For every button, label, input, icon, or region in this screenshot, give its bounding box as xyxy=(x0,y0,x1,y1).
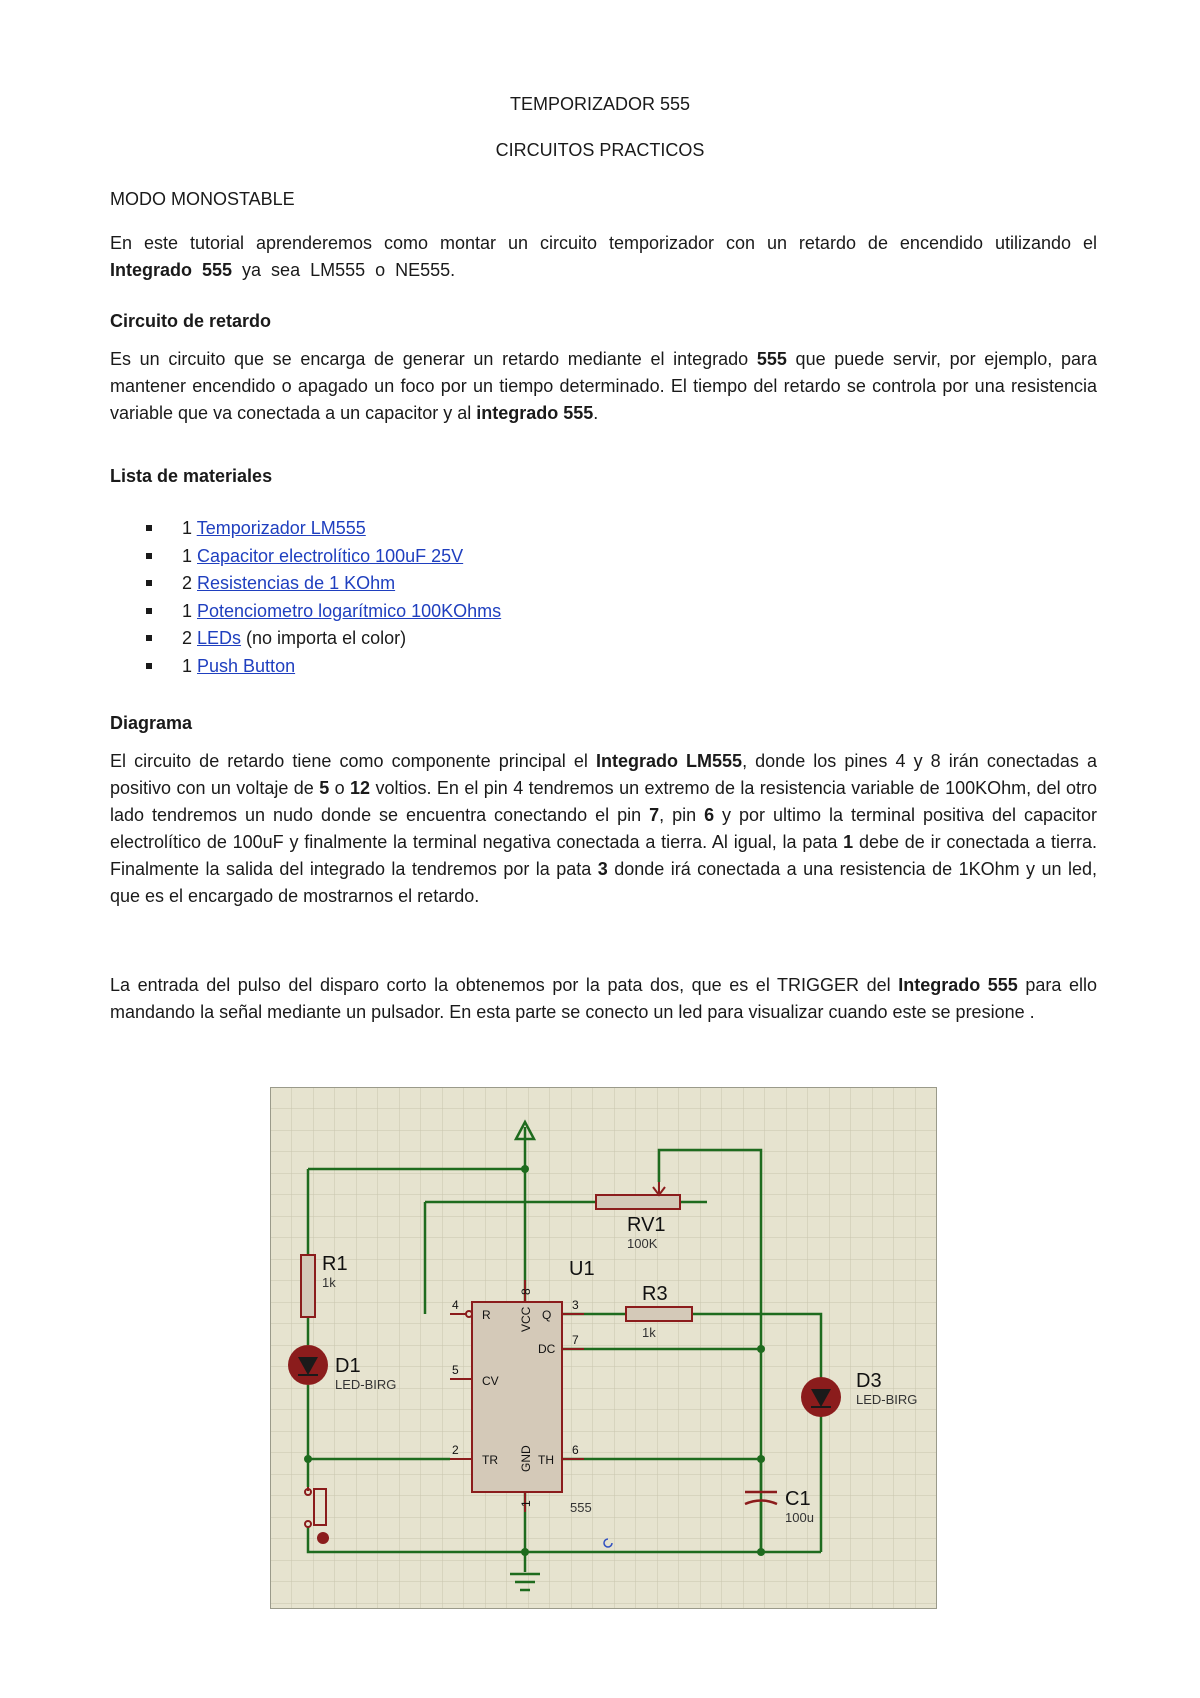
circuit-schematic xyxy=(270,1087,937,1609)
document-title: TEMPORIZADOR 555 xyxy=(509,94,691,114)
resistor-r1 xyxy=(301,1255,315,1317)
heading-diagrama: Diagrama xyxy=(110,713,193,733)
pin-3-number: 3 xyxy=(572,1298,579,1312)
heading-lista-materiales: Lista de materiales xyxy=(110,466,273,486)
pin-dc-label: DC xyxy=(538,1342,556,1356)
pin-6-number: 6 xyxy=(572,1443,579,1457)
r1-label: R1 xyxy=(322,1253,348,1275)
rv1-label: RV1 xyxy=(627,1214,666,1236)
pin-7-number: 7 xyxy=(572,1333,579,1347)
list-item: 2 Resistencias de 1 KOhm xyxy=(110,570,501,598)
potentiometer-rv1 xyxy=(596,1195,680,1209)
d3-value: LED-BIRG xyxy=(856,1392,918,1407)
link-capacitor[interactable]: Capacitor electrolítico 100uF 25V xyxy=(197,545,464,566)
heading-modo-monostable: MODO MONOSTABLE xyxy=(110,189,295,209)
pin-tr-label: TR xyxy=(482,1453,498,1467)
d3-label: D3 xyxy=(856,1370,882,1392)
resistor-r3 xyxy=(626,1307,692,1321)
pin-th-label: TH xyxy=(538,1453,554,1467)
pin-4-number: 4 xyxy=(452,1298,459,1312)
c1-value: 100u xyxy=(785,1510,814,1525)
pin-1-number: 1 xyxy=(519,1500,533,1507)
rv1-value: 100K xyxy=(627,1236,658,1251)
d1-value: LED-BIRG xyxy=(335,1377,397,1392)
document-subtitle: CIRCUITOS PRACTICOS xyxy=(495,140,705,160)
list-item: 2 LEDs (no importa el color) xyxy=(110,625,501,653)
pin-q-label: Q xyxy=(542,1308,552,1322)
d1-label: D1 xyxy=(335,1355,361,1377)
link-potenciometro[interactable]: Potenciometro logarítmico 100KOhms xyxy=(197,600,502,621)
pin-cv-label: CV xyxy=(482,1374,499,1388)
retardo-paragraph: Es un circuito que se encarga de generar un retardo mediante el integrado 555 que puede servir, por ejemplo, para mantener encendido o apagado un foco por un tiempo determinado. El tiempo del retardo se controla por una resistencia variable que va conectada a un capacitor y al integrado 555. xyxy=(110,349,1097,423)
r3-value: 1k xyxy=(642,1325,656,1340)
materials-list xyxy=(110,515,501,681)
link-temporizador[interactable]: Temporizador LM555 xyxy=(196,518,366,538)
link-resistencias[interactable]: Resistencias de 1 KOhm xyxy=(197,573,396,594)
list-item: 1 Potenciometro logarítmico 100KOhms xyxy=(110,598,501,626)
list-item: 1 Push Button xyxy=(110,653,501,681)
link-leds[interactable]: LEDs xyxy=(197,628,242,649)
pin-5-number: 5 xyxy=(452,1363,459,1377)
list-item: 1 Capacitor electrolítico 100uF 25V xyxy=(110,543,501,571)
link-push-button[interactable]: Push Button xyxy=(197,655,296,676)
pin-2-number: 2 xyxy=(452,1443,459,1457)
pin-r-label: R xyxy=(482,1308,491,1322)
pin-gnd-label: GND xyxy=(519,1445,533,1472)
heading-circuito-retardo: Circuito de retardo xyxy=(110,311,272,331)
u1-label: U1 xyxy=(569,1258,595,1280)
r3-label: R3 xyxy=(642,1283,668,1305)
c1-label: C1 xyxy=(785,1488,811,1510)
r1-value: 1k xyxy=(322,1275,336,1290)
pin-8-number: 8 xyxy=(519,1288,533,1295)
u1-value: 555 xyxy=(570,1500,592,1515)
diagrama-paragraph: El circuito de retardo tiene como componente principal el Integrado LM555, donde los pines 4 y 8 irán conectadas a positivo con un voltaje de 5 o 12 voltios. En el pin 4 tendremos un extremo de la resistencia variable de 100KOhm, del otro lado tendremos un nudo donde se encuentra conectando el pin 7, pin 6 y por ultimo la terminal positiva del capacitor electrolítico de 100uF y finalmente la terminal negativa conectada a tierra. Al igual, la pata 1 debe de ir conectada a tierra. Finalmente la salida del integrado la tendremos por la pata 3 donde irá conectada a una resistencia de 1KOhm y un led, que es el encargado de mostrarnos el retardo. xyxy=(110,751,1098,906)
pin-vcc-label: VCC xyxy=(519,1306,533,1332)
trigger-paragraph: La entrada del pulso del disparo corto la obtenemos por la pata dos, que es el TRIGGER del Integrado 555 para ello mandando la señal mediante un pulsador. En esta parte se conecto un led para visualizar cuando este se presione . xyxy=(110,975,1097,1022)
list-item: 1 Temporizador LM555 xyxy=(110,515,501,543)
intro-paragraph: En este tutorial aprenderemos como montar un circuito temporizador con un retardo de encendido utilizando el Integrado 555 ya sea LM555 o NE555. xyxy=(110,233,1097,280)
